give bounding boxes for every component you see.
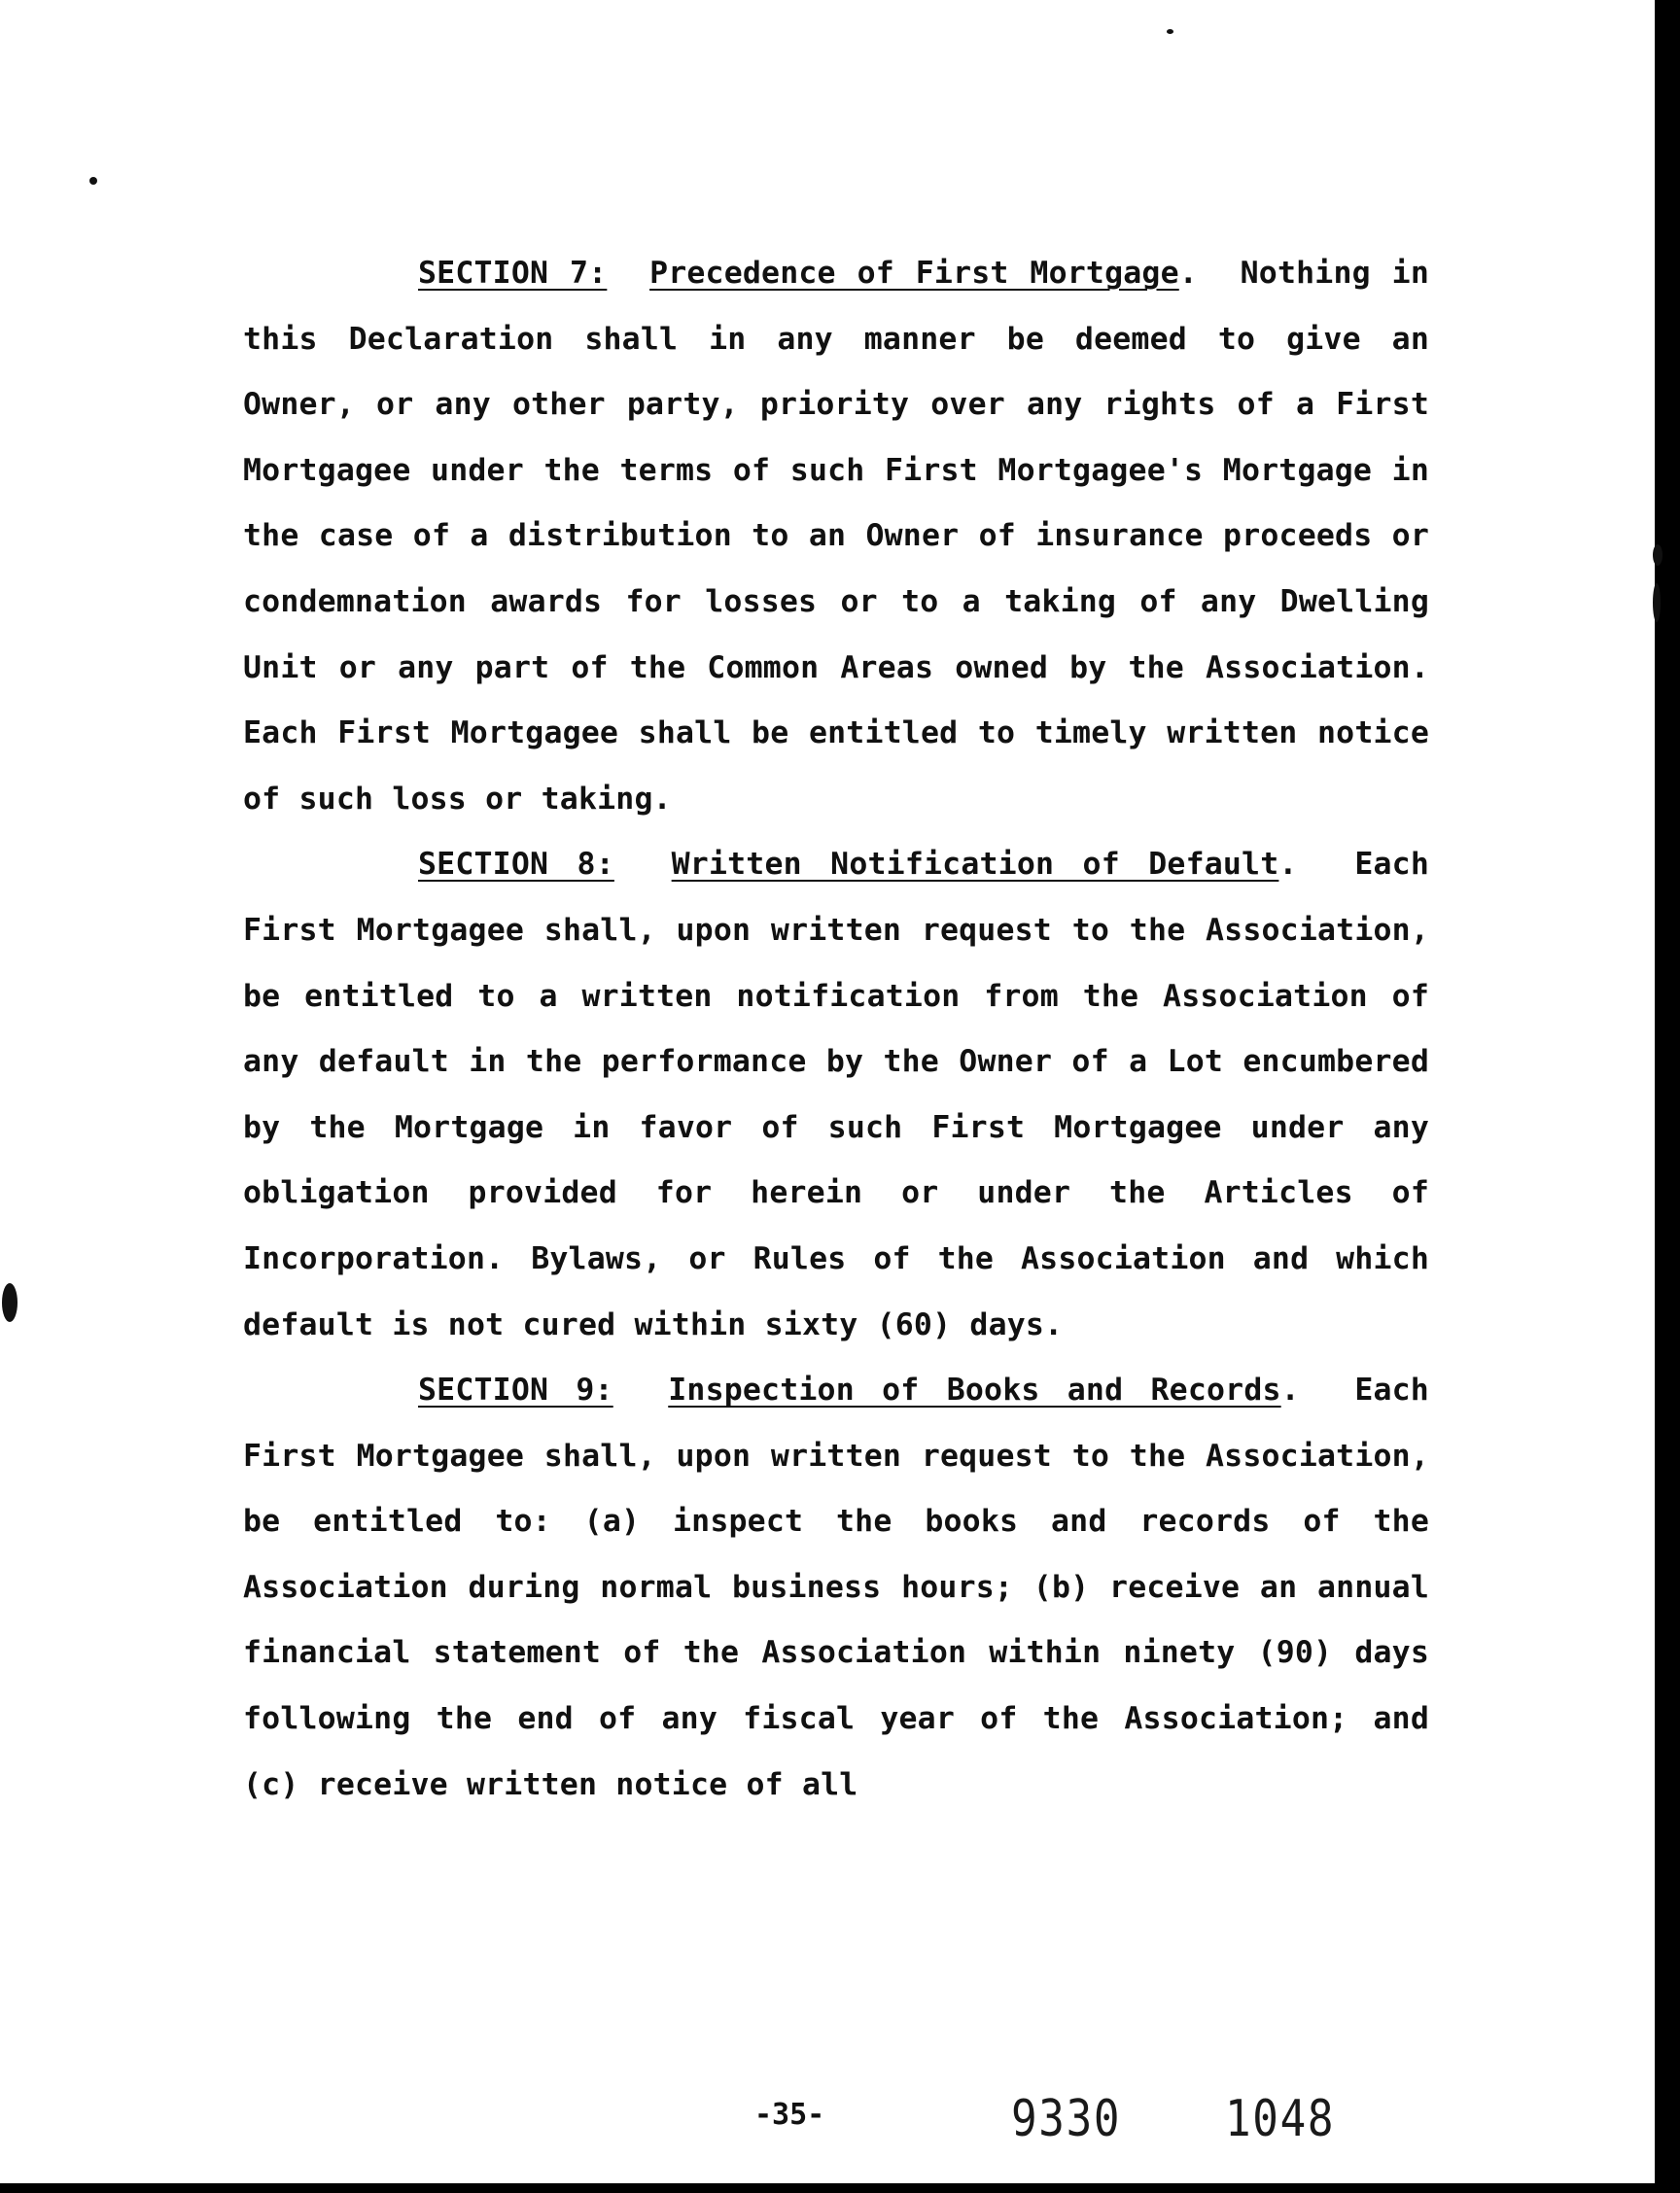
page-footer — [0, 2090, 1680, 2168]
scan-speck — [1653, 544, 1662, 566]
scan-speck — [1653, 583, 1661, 622]
page-number: -35- — [754, 2098, 825, 2132]
section-9: SECTION 9: Inspection of Books and Records. Each First Mortgagee shall, upon written request to the Association, be entitled to: (a) inspect the books and records of the Association during normal business hours; (b) receive an annual financial statement of the Association within ninety (90) days following the end of any fiscal year of the Association; and (c) receive written notice of all — [243, 1373, 1429, 1802]
section-9-title: Inspection of Books and Records — [668, 1373, 1281, 1409]
scan-edge-bottom — [0, 2183, 1680, 2193]
section-9-body: Each First Mortgagee shall, upon written request to the Association, be entitled to: (a) inspect the books and records of the Association during normal business hours; (b) receive an annual financial statement of the Association within ninety (90) days following the end of any fiscal year of the Association; and (c) receive written notice of all — [243, 1373, 1429, 1802]
section-8-title: Written Notification of Default — [671, 847, 1279, 883]
section-8: SECTION 8: Written Notification of Default. Each First Mortgagee shall, upon written request to the Association, be entitled to a written notification from the Association of any default in the performance by the Owner of a Lot encumbered by the Mortgage in favor of such First Mortgagee under any obligation provided for herein or under the Articles of Incorporation. Bylaws, or Rules of the Association and which default is not cured within sixty (60) days. — [243, 847, 1429, 1342]
section-7: SECTION 7: Precedence of First Mortgage. Nothing in this Declaration shall in any manner be deemed to give an Owner, or any other party, priority over any rights of a First Mortgagee under the terms of such First Mortgagee's Mortgage in the case of a distribution to an Owner of insurance proceeds or condemnation awards for losses or to a taking of any Dwelling Unit or any part of the Common Areas owned by the Association. Each First Mortgagee shall be entitled to timely written notice of such loss or taking. — [243, 256, 1429, 817]
section-8-body: Each First Mortgagee shall, upon written request to the Association, be entitled to a written notification from the Association of any default in the performance by the Owner of a Lot encumbered by the Mortgage in favor of such First Mortgagee under any obligation provided for herein or under the Articles of Incorporation. Bylaws, or Rules of the Association and which default is not cured within sixty (60) days. — [243, 847, 1429, 1342]
scan-speck — [1167, 29, 1173, 34]
section-8-label: SECTION 8: — [418, 847, 614, 883]
book-number-stamp: 9330 — [1011, 2090, 1122, 2148]
section-7-label: SECTION 7: — [418, 256, 608, 291]
scan-edge-right — [1655, 0, 1680, 2193]
section-9-label: SECTION 9: — [418, 1373, 613, 1409]
scan-speck — [89, 177, 97, 185]
section-7-title: Precedence of First Mortgage — [649, 256, 1179, 291]
document-body — [243, 241, 1429, 1818]
section-7-body: Nothing in this Declaration shall in any manner be deemed to give an Owner, or any other party, priority over any rights of a First Mortgagee under the terms of such First Mortgagee's Mortgage in the case of a distribution to an Owner of insurance proceeds or condemnation awards for losses or to a taking of any Dwelling Unit or any part of the Common Areas owned by the Association. Each First Mortgagee shall be entitled to timely written notice of such loss or taking. — [243, 256, 1429, 817]
page-number-stamp: 1048 — [1225, 2090, 1336, 2148]
scan-speck — [2, 1283, 18, 1322]
